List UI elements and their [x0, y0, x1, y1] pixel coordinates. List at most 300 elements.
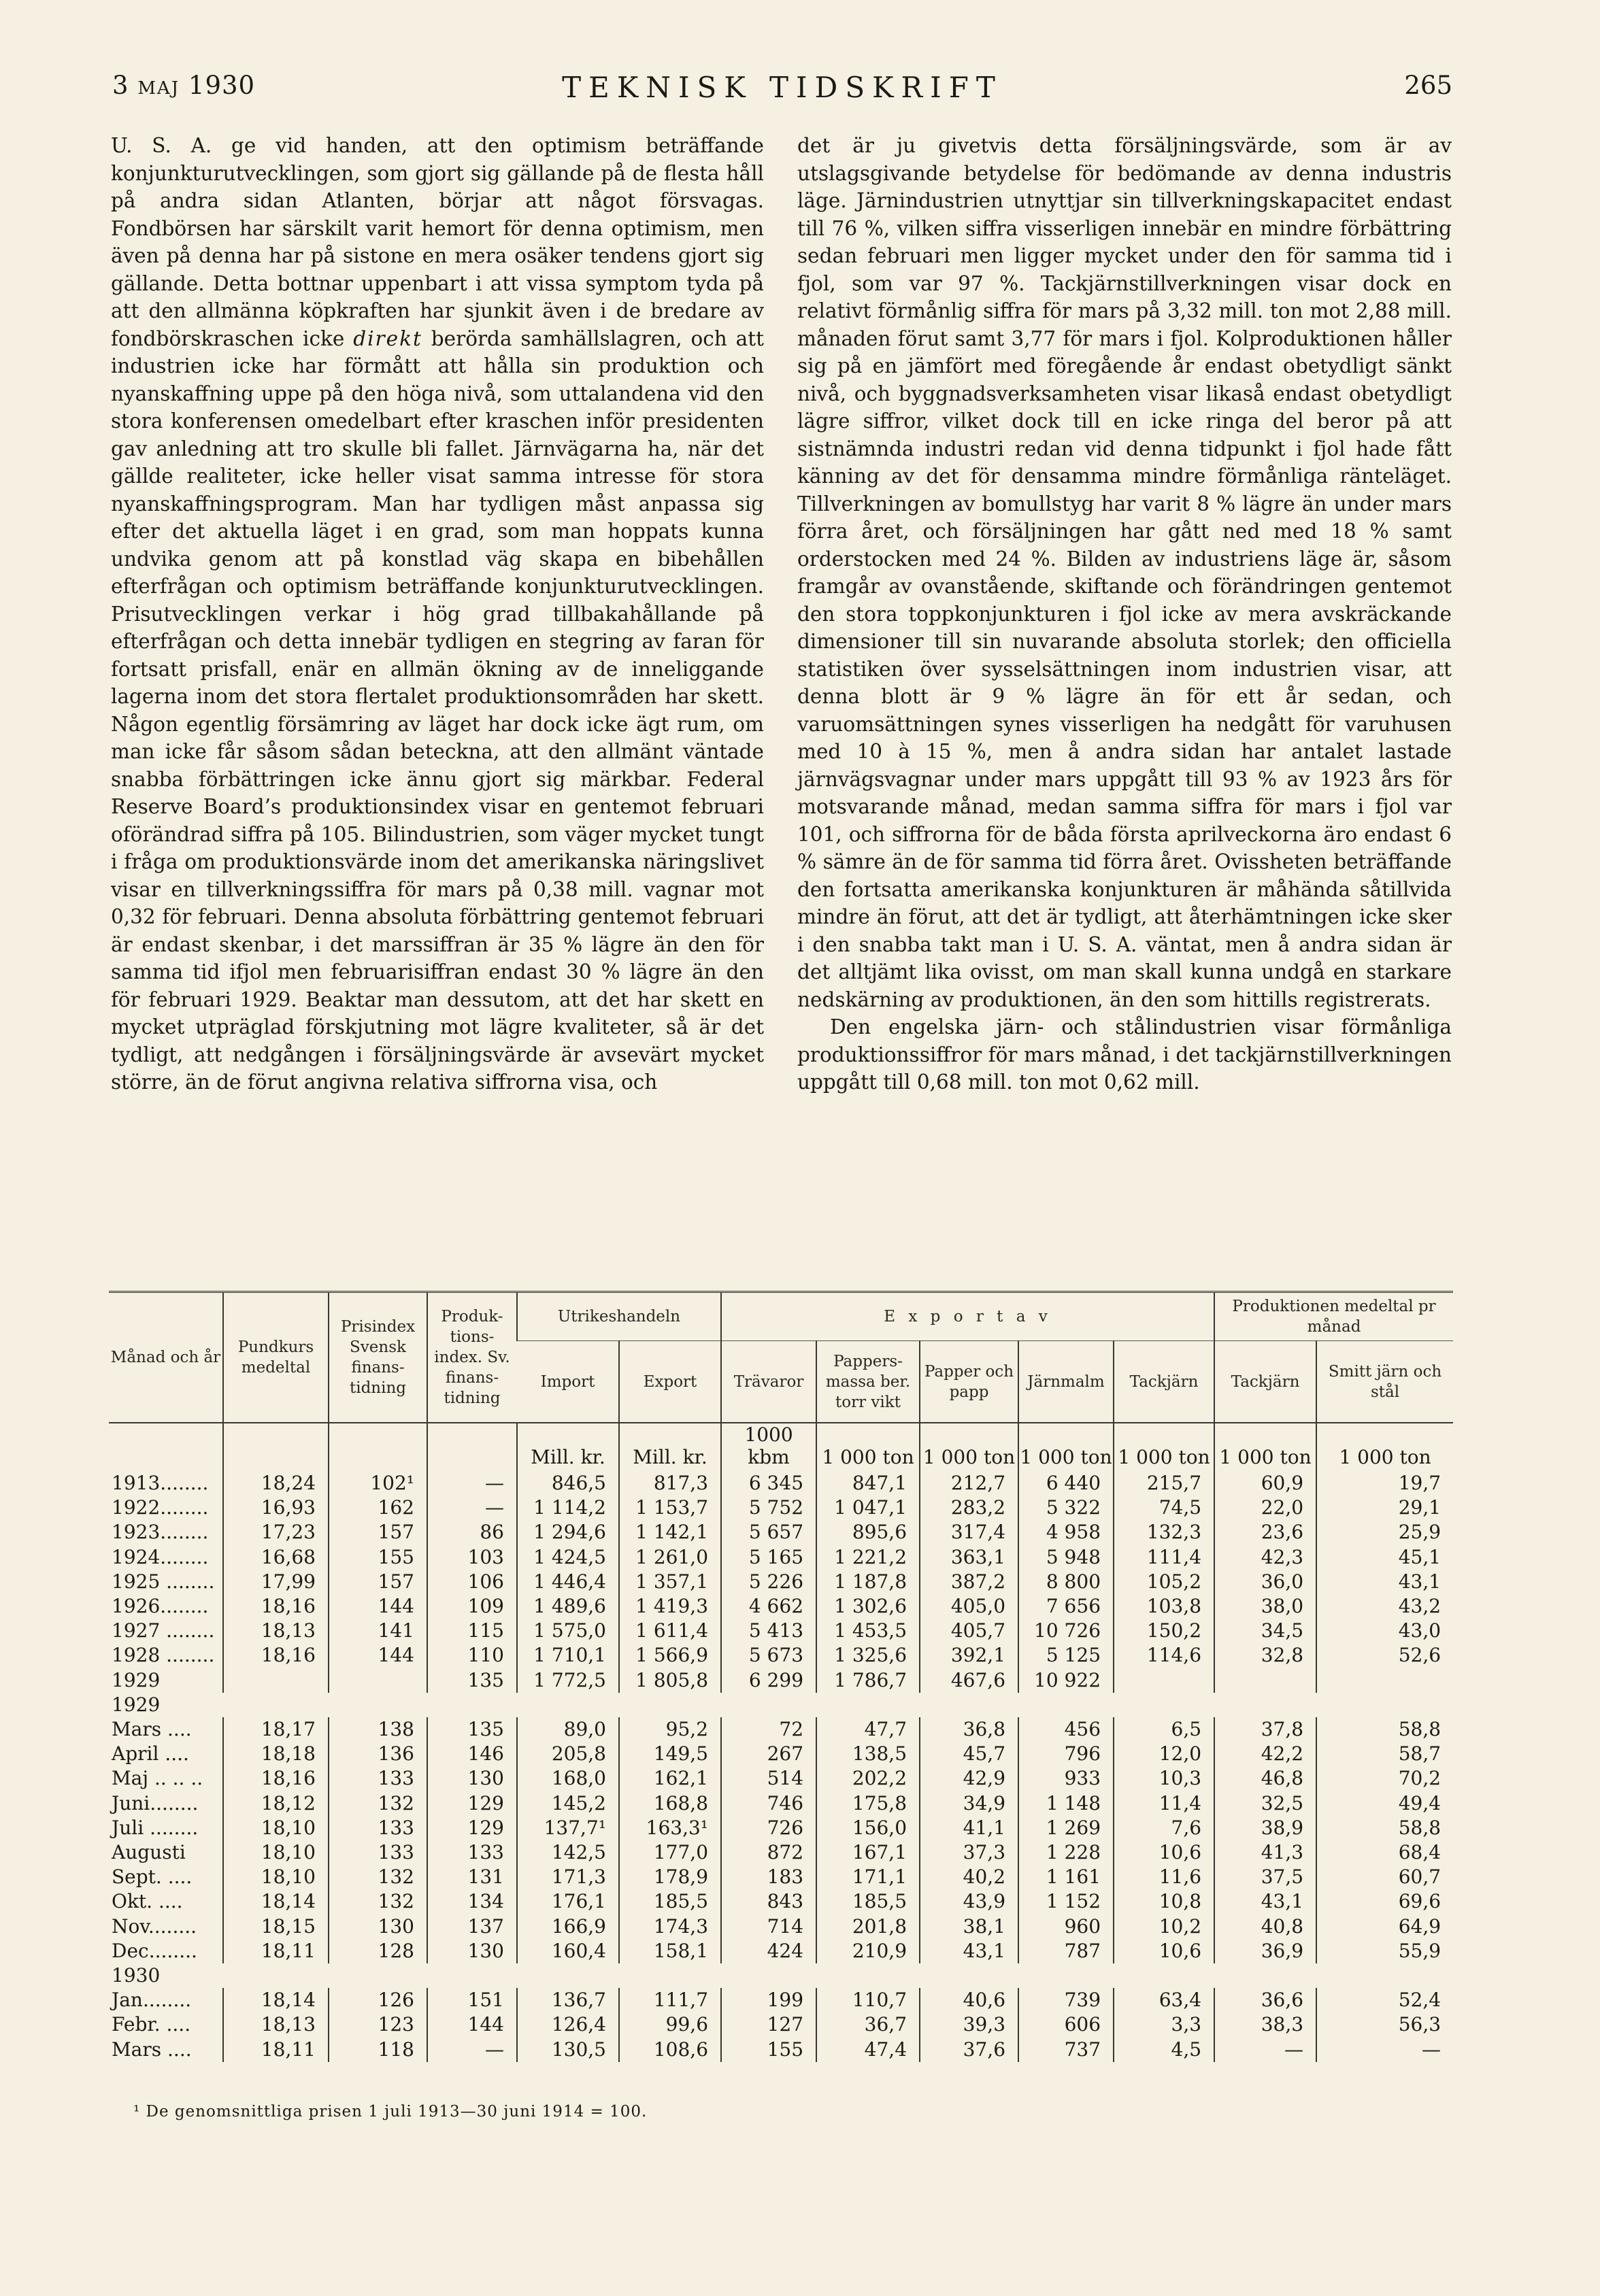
table-cell: 714: [721, 1914, 816, 1939]
table-cell: 10,6: [1114, 1840, 1214, 1865]
table-cell: 106: [427, 1570, 517, 1594]
table-row: [109, 1988, 1453, 2012]
table-cell: 4 958: [1018, 1520, 1114, 1544]
table-cell: 726: [721, 1816, 816, 1840]
table-cell: 317,4: [920, 1520, 1018, 1544]
table-cell: 47,4: [816, 2038, 920, 2062]
table-cell: [517, 1693, 619, 1717]
table-cell: 387,2: [920, 1570, 1018, 1594]
table-cell: 1 772,5: [517, 1668, 619, 1693]
table-cell: [816, 1693, 920, 1717]
table-cell: 162: [329, 1496, 427, 1520]
header-pound-rate: Pundkurs medeltal: [223, 1292, 329, 1423]
table-cell: 133: [329, 1766, 427, 1791]
table-cell: 41,1: [920, 1816, 1018, 1840]
table-cell: 1 161: [1018, 1865, 1114, 1889]
table-cell: 25,9: [1316, 1520, 1453, 1544]
table-cell: —: [1316, 2038, 1453, 2062]
table-cell: 1 269: [1018, 1816, 1114, 1840]
header-import: Import: [540, 1372, 595, 1391]
table-cell: 49,4: [1316, 1791, 1453, 1816]
table-cell: [1214, 1963, 1316, 1988]
table-cell: 52,4: [1316, 1988, 1453, 2012]
table-cell: 12,0: [1114, 1742, 1214, 1766]
table-cell: 138,5: [816, 1742, 920, 1766]
table-cell: 18,16: [223, 1643, 329, 1668]
statistics-table: [109, 1291, 1453, 2062]
table-cell: 846,5: [517, 1471, 619, 1496]
table-cell: 141: [329, 1619, 427, 1643]
table-cell: 37,3: [920, 1840, 1018, 1865]
table-cell: 130: [427, 1939, 517, 1963]
table-cell: 43,9: [920, 1889, 1018, 1914]
text-run: berörda samhällslagren, och att industrien icke har förmått att hålla sin produktion och nyanskaffning uppe på den höga nivå, som uttalandena vid den stora konferensen omedelbart efter kraschen inför presidenten gav anledning att tro skulle bli fallet. Järnvägarna ha, när det gällde realiteter, icke heller visat samma intresse för stora nyanskaffningsprogram. Man har tydligen måst anpassa sig efter det aktuella läget i en grad, som man hoppats kunna undvika genom att på konstlad väg skapa en bibehållen efterfrågan och optimism beträffande konjunkturutvecklingen. Prisutvecklingen verkar i hög grad tillbakahållande på efterfrågan och detta innebär tydligen en stegring av faran för fortsatt prisfall, enär en allmän ökning av de inneliggande lagerna inom det stora flertalet produktionsområden har skett. Någon egentlig försämring av läget har dock icke ägt rum, om man icke får såsom sådan beteckna, att den allmänt väntade snabba förbättringen icke ännu gjort sig märkbar. Federal Reserve Board’s produktionsindex visar en gentemot februari oförändrad siffra på 105. Bilindustrien, som väger mycket tungt i fråga om produktionsvärde inom det amerikanska näringslivet visar en tillverkningssiffra för mars på 0,38 mill. vagnar mot 0,32 för februari. Denna absoluta förbättring gentemot februari är endast skenbar, i det marssiffran är 35 % lägre än den för samma tid ifjol men februarisiffran endast 30 % lägre än den för februari 1929. Beaktar man dessutom, att det har skett en mycket utpräglad förskjutning mot lägre kvaliteter, så är det tydligt, att nedgången i försäljningsvärde är avsevärt mycket större, än de förut angivna relativa siffrorna visa, och: [111, 326, 764, 1094]
table-row: [109, 1914, 1453, 1939]
text-column-left: [111, 132, 764, 1096]
table-cell: 157: [329, 1520, 427, 1544]
table-cell: 103,8: [1114, 1594, 1214, 1619]
table-cell: 32,8: [1214, 1643, 1316, 1668]
table-cell: 5 125: [1018, 1643, 1114, 1668]
table-cell: 1 302,6: [816, 1594, 920, 1619]
table-row: [109, 1816, 1453, 1840]
table-cell: 1 805,8: [619, 1668, 721, 1693]
table-cell: [816, 1963, 920, 1988]
table-body: [109, 1471, 1453, 2062]
table-cell: 787: [1018, 1939, 1114, 1963]
table-cell: 3,3: [1114, 2012, 1214, 2037]
unit-cell: 1 000 ton: [816, 1423, 920, 1471]
table-cell: 138: [329, 1717, 427, 1742]
table-cell: 123: [329, 2012, 427, 2037]
table-cell: 32,5: [1214, 1791, 1316, 1816]
table-row: [109, 1643, 1453, 1668]
table-cell: [1214, 1693, 1316, 1717]
table-cell: 105,2: [1114, 1570, 1214, 1594]
table-cell: 135: [427, 1668, 517, 1693]
table-cell: 168,8: [619, 1791, 721, 1816]
table-cell: 201,8: [816, 1914, 920, 1939]
table-cell: 64,9: [1316, 1914, 1453, 1939]
table-cell: 6 299: [721, 1668, 816, 1693]
table-cell: 45,7: [920, 1742, 1018, 1766]
table-cell: 1 489,6: [517, 1594, 619, 1619]
table-cell: [223, 1668, 329, 1693]
table-cell: [1114, 1963, 1214, 1988]
table-row: [109, 1496, 1453, 1520]
table-cell: [920, 1963, 1018, 1988]
header-foreign-trade: Utrikeshandeln: [517, 1292, 721, 1341]
table-cell: 1 453,5: [816, 1619, 920, 1643]
table-cell: 168,0: [517, 1766, 619, 1791]
table-cell: 456: [1018, 1717, 1114, 1742]
table-cell: [329, 1668, 427, 1693]
table-cell: 46,8: [1214, 1766, 1316, 1791]
unit-cell: 1000 kbm: [721, 1423, 816, 1471]
table-cell: 132: [329, 1865, 427, 1889]
table-row: [109, 1865, 1453, 1889]
row-label: 1922........: [112, 1496, 209, 1519]
table-cell: 202,2: [816, 1766, 920, 1791]
table-row: [109, 1693, 1453, 1717]
table-cell: 146: [427, 1742, 517, 1766]
table-cell: 155: [329, 1545, 427, 1570]
table-cell: [619, 1693, 721, 1717]
table-cell: 86: [427, 1520, 517, 1544]
table-cell: 157: [329, 1570, 427, 1594]
table-cell: [1316, 1668, 1453, 1693]
table-cell: 10,2: [1114, 1914, 1214, 1939]
table-cell: 467,6: [920, 1668, 1018, 1693]
table-row: [109, 1471, 1453, 1496]
table-cell: 199: [721, 1988, 816, 2012]
table-cell: 43,2: [1316, 1594, 1453, 1619]
table-cell: 42,2: [1214, 1742, 1316, 1766]
header-export-of: E x p o r t a v: [721, 1292, 1214, 1341]
table-cell: 5 657: [721, 1520, 816, 1544]
table-cell: 1 261,0: [619, 1545, 721, 1570]
table-cell: 1 611,4: [619, 1619, 721, 1643]
table-row: [109, 1717, 1453, 1742]
table-cell: 960: [1018, 1914, 1114, 1939]
unit-cell: [329, 1423, 427, 1471]
table-cell: [1316, 1693, 1453, 1717]
table-cell: 18,11: [223, 2038, 329, 2062]
table-cell: 16,93: [223, 1496, 329, 1520]
table-cell: 133: [329, 1816, 427, 1840]
row-label: Sept. ....: [112, 1866, 193, 1889]
table-cell: 7 656: [1018, 1594, 1114, 1619]
table-cell: 215,7: [1114, 1471, 1214, 1496]
table-cell: 39,3: [920, 2012, 1018, 2037]
table-cell: 144: [329, 1643, 427, 1668]
table-cell: [1018, 1963, 1114, 1988]
table-cell: 1 153,7: [619, 1496, 721, 1520]
table-cell: 1 786,7: [816, 1668, 920, 1693]
table-cell: 37,8: [1214, 1717, 1316, 1742]
table-cell: 405,0: [920, 1594, 1018, 1619]
table-cell: 47,7: [816, 1717, 920, 1742]
table-cell: 43,1: [1316, 1570, 1453, 1594]
table-row: [109, 1889, 1453, 1914]
table-cell: 163,3¹: [619, 1816, 721, 1840]
table-cell: 43,1: [1214, 1889, 1316, 1914]
table-cell: 167,1: [816, 1840, 920, 1865]
table-cell: 55,9: [1316, 1939, 1453, 1963]
header-wrought-iron-steel: Smitt järn och stål: [1316, 1341, 1453, 1423]
table-cell: 11,4: [1114, 1791, 1214, 1816]
table-cell: —: [427, 1496, 517, 1520]
table-cell: 171,1: [816, 1865, 920, 1889]
table-cell: 52,6: [1316, 1643, 1453, 1668]
table-cell: 43,1: [920, 1939, 1018, 1963]
table-cell: 156,0: [816, 1816, 920, 1840]
table-cell: 114,6: [1114, 1643, 1214, 1668]
table-cell: [427, 1963, 517, 1988]
table-cell: [1316, 1963, 1453, 1988]
unit-cell: [427, 1423, 517, 1471]
row-label: Jan........: [112, 1989, 192, 2012]
table-cell: 5 322: [1018, 1496, 1114, 1520]
table-cell: 17,99: [223, 1570, 329, 1594]
table-cell: 746: [721, 1791, 816, 1816]
table-cell: 155: [721, 2038, 816, 2062]
table-cell: 796: [1018, 1742, 1114, 1766]
table-cell: 18,10: [223, 1840, 329, 1865]
table-cell: 126,4: [517, 2012, 619, 2037]
table-cell: 6 345: [721, 1471, 816, 1496]
table-cell: 128: [329, 1939, 427, 1963]
table-cell: 18,12: [223, 1791, 329, 1816]
table-cell: 37,6: [920, 2038, 1018, 2062]
text-run: U. S. A. ge vid handen, att den optimism beträffande konjunkturutvecklingen, som gjort sig gällande på de flesta håll på andra sidan Atlanten, börjar att något försvagas. Fondbörsen har särskilt varit hemort för denna optimism, men även på denna har på sistone en mera osäker tendens gjort sig gällande. Detta bottnar uppenbart i att vissa symptom tyda på att den allmänna köpkraften har sjunkit även i de bredare av fondbörskraschen icke: [111, 134, 764, 350]
page-number: 265: [1404, 71, 1452, 100]
table-row: [109, 1520, 1453, 1544]
unit-cell: Mill. kr.: [517, 1423, 619, 1471]
table-cell: 74,5: [1114, 1496, 1214, 1520]
table-cell: 1 710,1: [517, 1643, 619, 1668]
table-cell: 18,16: [223, 1594, 329, 1619]
table-cell: [329, 1963, 427, 1988]
table-cell: 18,24: [223, 1471, 329, 1496]
table-cell: 895,6: [816, 1520, 920, 1544]
table-cell: 11,6: [1114, 1865, 1214, 1889]
table-cell: 36,0: [1214, 1570, 1316, 1594]
row-label: 1928 ........: [112, 1644, 215, 1667]
table-cell: 363,1: [920, 1545, 1018, 1570]
table-cell: 185,5: [619, 1889, 721, 1914]
date-day: 3: [112, 71, 129, 100]
header-timber: Trävaror: [721, 1341, 816, 1423]
table-cell: 1 575,0: [517, 1619, 619, 1643]
table-cell: 29,1: [1316, 1496, 1453, 1520]
page-header: [112, 71, 1452, 112]
table-cell: 36,8: [920, 1717, 1018, 1742]
table-cell: 1 148: [1018, 1791, 1114, 1816]
table-cell: 1 424,5: [517, 1545, 619, 1570]
table-cell: 739: [1018, 1988, 1114, 2012]
table-cell: 126: [329, 1988, 427, 2012]
unit-cell: [223, 1423, 329, 1471]
header-paper: Papper och papp: [920, 1341, 1018, 1423]
header-pulp: Pappersmassa ber. torr vikt: [816, 1341, 920, 1423]
table-cell: 127: [721, 2012, 816, 2037]
table-cell: 817,3: [619, 1471, 721, 1496]
date-year: 1930: [188, 71, 256, 100]
table-cell: 5 948: [1018, 1545, 1114, 1570]
row-label: Augusti: [112, 1841, 186, 1864]
row-label: 1924........: [112, 1545, 209, 1568]
row-label: 1929: [112, 1693, 161, 1716]
table-row: [109, 1963, 1453, 1988]
table-cell: [721, 1963, 816, 1988]
table-cell: 1 228: [1018, 1840, 1114, 1865]
table-cell: 4 662: [721, 1594, 816, 1619]
table-row: [109, 1619, 1453, 1643]
header-price-index: Prisindex Svensk finans-tidning: [329, 1292, 427, 1423]
table-cell: 1 047,1: [816, 1496, 920, 1520]
table-cell: 5 752: [721, 1496, 816, 1520]
table-cell: 130: [329, 1914, 427, 1939]
units-row: [109, 1423, 1453, 1471]
table-cell: 1 419,3: [619, 1594, 721, 1619]
table-cell: 38,1: [920, 1914, 1018, 1939]
table-cell: 19,7: [1316, 1471, 1453, 1496]
table-cell: 5 673: [721, 1643, 816, 1668]
table-cell: 175,8: [816, 1791, 920, 1816]
table-cell: [721, 1693, 816, 1717]
table-cell: 63,4: [1114, 1988, 1214, 2012]
table-cell: 70,2: [1316, 1766, 1453, 1791]
table-cell: 847,1: [816, 1471, 920, 1496]
table-cell: 1 114,2: [517, 1496, 619, 1520]
header-export: Export: [619, 1341, 721, 1423]
table-cell: 37,5: [1214, 1865, 1316, 1889]
table-cell: 42,3: [1214, 1545, 1316, 1570]
table-cell: 514: [721, 1766, 816, 1791]
table-cell: 42,9: [920, 1766, 1018, 1791]
table-cell: [619, 1963, 721, 1988]
table-cell: [427, 1693, 517, 1717]
table-cell: 18,14: [223, 1889, 329, 1914]
table-cell: 933: [1018, 1766, 1114, 1791]
table-cell: 183: [721, 1865, 816, 1889]
header-pig-iron-production: Tackjärn: [1214, 1341, 1316, 1423]
table-cell: 171,3: [517, 1865, 619, 1889]
table-cell: 1 294,6: [517, 1520, 619, 1544]
header-pig-iron-export: Tackjärn: [1114, 1341, 1214, 1423]
paragraph: det är ju givetvis detta försäljningsvärde, som är av utslagsgivande betydelse för bedömande av denna industris läge. Järnindustrien utnyttjar sin tillverkningskapacitet endast till 76 %, vilken siffra visserligen innebär en mindre förbättring sedan februari men ligger mycket under den för samma tid i fjol, som var 97 %. Tackjärnstillverkningen visar dock en relativt förmånlig siffra för mars på 3,32 mill. ton mot 2,88 mill. månaden förut samt 3,77 för mars i fjol. Kolproduktionen håller sig på en jämfört med föregående år endast obetydligt sänkt nivå, och byggnadsverksamheten visar likaså endast obetydligt lägre siffror, vilket dock till en icke ringa del beror på att sistnämnda industri redan vid denna tidpunkt i fjol hade fått känning av det för densamma mindre förmånliga ränteläget. Tillverkningen av bomullstyg har varit 8 % lägre än under mars förra året, och försäljningen har gått ned med 18 % samt orderstocken med 24 %. Bilden av industriens läge är, såsom framgår av ovanstående, skiftande och förändringen gentemot den stora toppkonjunkturen i fjol icke av mera avskräckande dimensioner till sin nuvarande absoluta storlek; den officiella statistiken över sysselsättningen inom industrien visar, att denna blott är 9 % lägre än för ett år sedan, och varuomsättningen synes visserligen ha nedgått för varuhusen med 10 à 15 %, men å andra sidan har antalet lastade järnvägsvagnar under mars uppgått till 93 % av 1923 års för motsvarande månad, medan samma siffra för mars i fjol var 101, och siffrorna för de båda första aprilveckorna äro endast 6 % sämre än de för samma tid förra året. Ovissheten beträffande den fortsatta amerikanska konjunkturen är måhända såtillvida mindre än förut, att det är tydligt, att återhämtningen icke sker i den snabba takt man i U. S. A. väntat, men å andra sidan är det alltjämt lika ovisst, om man skall kunna undgå en starkare nedskärning av produktionen, än den som hittills registrerats.: [797, 134, 1452, 1011]
table-cell: [1114, 1693, 1214, 1717]
table-cell: 18,15: [223, 1914, 329, 1939]
table-cell: 135: [427, 1717, 517, 1742]
table-cell: 151: [427, 1988, 517, 2012]
paragraph: [111, 132, 764, 1096]
table-cell: 110,7: [816, 1988, 920, 2012]
table-cell: 72: [721, 1717, 816, 1742]
table-cell: 16,68: [223, 1545, 329, 1570]
table-cell: 23,6: [1214, 1520, 1316, 1544]
header-month: Månad och år: [109, 1292, 223, 1423]
table-cell: 103: [427, 1545, 517, 1570]
table-cell: 150,2: [1114, 1619, 1214, 1643]
unit-cell: Mill. kr.: [619, 1423, 721, 1471]
table-cell: —: [1214, 2038, 1316, 2062]
table-cell: 137: [427, 1914, 517, 1939]
table-cell: 142,5: [517, 1840, 619, 1865]
table-cell: 58,8: [1316, 1816, 1453, 1840]
table-cell: 17,23: [223, 1520, 329, 1544]
table-cell: 5 165: [721, 1545, 816, 1570]
table-cell: 43,0: [1316, 1619, 1453, 1643]
table-cell: 111,4: [1114, 1545, 1214, 1570]
header-iron-ore: Järnmalm: [1018, 1341, 1114, 1423]
table-cell: 69,6: [1316, 1889, 1453, 1914]
table-cell: 149,5: [619, 1742, 721, 1766]
table-cell: 118: [329, 2038, 427, 2062]
table-cell: 1 221,2: [816, 1545, 920, 1570]
table-row: [109, 2012, 1453, 2037]
row-label: Dec........: [112, 1939, 197, 1962]
table-cell: 18,17: [223, 1717, 329, 1742]
table-cell: 132: [329, 1791, 427, 1816]
table-cell: 40,2: [920, 1865, 1018, 1889]
table-cell: [223, 1693, 329, 1717]
table-cell: 1 142,1: [619, 1520, 721, 1544]
table-cell: 10 726: [1018, 1619, 1114, 1643]
text-column-right: [797, 132, 1452, 1096]
table-cell: 4,5: [1114, 2038, 1214, 2062]
table-cell: 58,8: [1316, 1717, 1453, 1742]
table-cell: 18,14: [223, 1988, 329, 2012]
table-row: [109, 1545, 1453, 1570]
table-cell: [920, 1693, 1018, 1717]
table-cell: 133: [329, 1840, 427, 1865]
table-cell: 7,6: [1114, 1816, 1214, 1840]
row-label: Mars ....: [112, 2038, 192, 2061]
table-cell: 210,9: [816, 1939, 920, 1963]
row-label: 1926........: [112, 1595, 209, 1618]
row-label: Mars ....: [112, 1718, 192, 1741]
table-cell: 111,7: [619, 1988, 721, 2012]
table-cell: 60,9: [1214, 1471, 1316, 1496]
table-cell: 178,9: [619, 1865, 721, 1889]
table-cell: 34,9: [920, 1791, 1018, 1816]
table-cell: 134: [427, 1889, 517, 1914]
table-cell: 18,11: [223, 1939, 329, 1963]
table-cell: 129: [427, 1816, 517, 1840]
table-cell: 130: [427, 1766, 517, 1791]
table-cell: 212,7: [920, 1471, 1018, 1496]
table-cell: 177,0: [619, 1840, 721, 1865]
table-cell: 133: [427, 1840, 517, 1865]
row-label: Juni........: [112, 1791, 199, 1814]
row-label: 1923........: [112, 1521, 209, 1544]
table-cell: 34,5: [1214, 1619, 1316, 1643]
table-cell: 158,1: [619, 1939, 721, 1963]
table-cell: 102¹: [329, 1471, 427, 1496]
unit-cell: [109, 1423, 223, 1471]
unit-cell: 1 000 ton: [1316, 1423, 1453, 1471]
table-cell: [329, 1693, 427, 1717]
table-cell: 144: [427, 2012, 517, 2037]
table-cell: 22,0: [1214, 1496, 1316, 1520]
table-cell: 145,2: [517, 1791, 619, 1816]
table-cell: 40,6: [920, 1988, 1018, 2012]
journal-title: TEKNISK TIDSKRIFT: [562, 71, 1003, 104]
unit-cell: 1 000 ton: [1114, 1423, 1214, 1471]
table-cell: 160,4: [517, 1939, 619, 1963]
table-cell: 60,7: [1316, 1865, 1453, 1889]
table-cell: 424: [721, 1939, 816, 1963]
table-cell: 18,16: [223, 1766, 329, 1791]
table-cell: [517, 1963, 619, 1988]
table-cell: 174,3: [619, 1914, 721, 1939]
table-cell: 58,7: [1316, 1742, 1453, 1766]
table-row: [109, 1766, 1453, 1791]
row-label: Maj .. .. ..: [112, 1767, 203, 1790]
table-cell: 56,3: [1316, 2012, 1453, 2037]
table-cell: 267: [721, 1742, 816, 1766]
table-cell: 129: [427, 1791, 517, 1816]
table-row: [109, 1742, 1453, 1766]
table-cell: 89,0: [517, 1717, 619, 1742]
table-cell: 95,2: [619, 1717, 721, 1742]
table-cell: 99,6: [619, 2012, 721, 2037]
table-cell: 185,5: [816, 1889, 920, 1914]
table-cell: 6 440: [1018, 1471, 1114, 1496]
table-cell: 36,9: [1214, 1939, 1316, 1963]
